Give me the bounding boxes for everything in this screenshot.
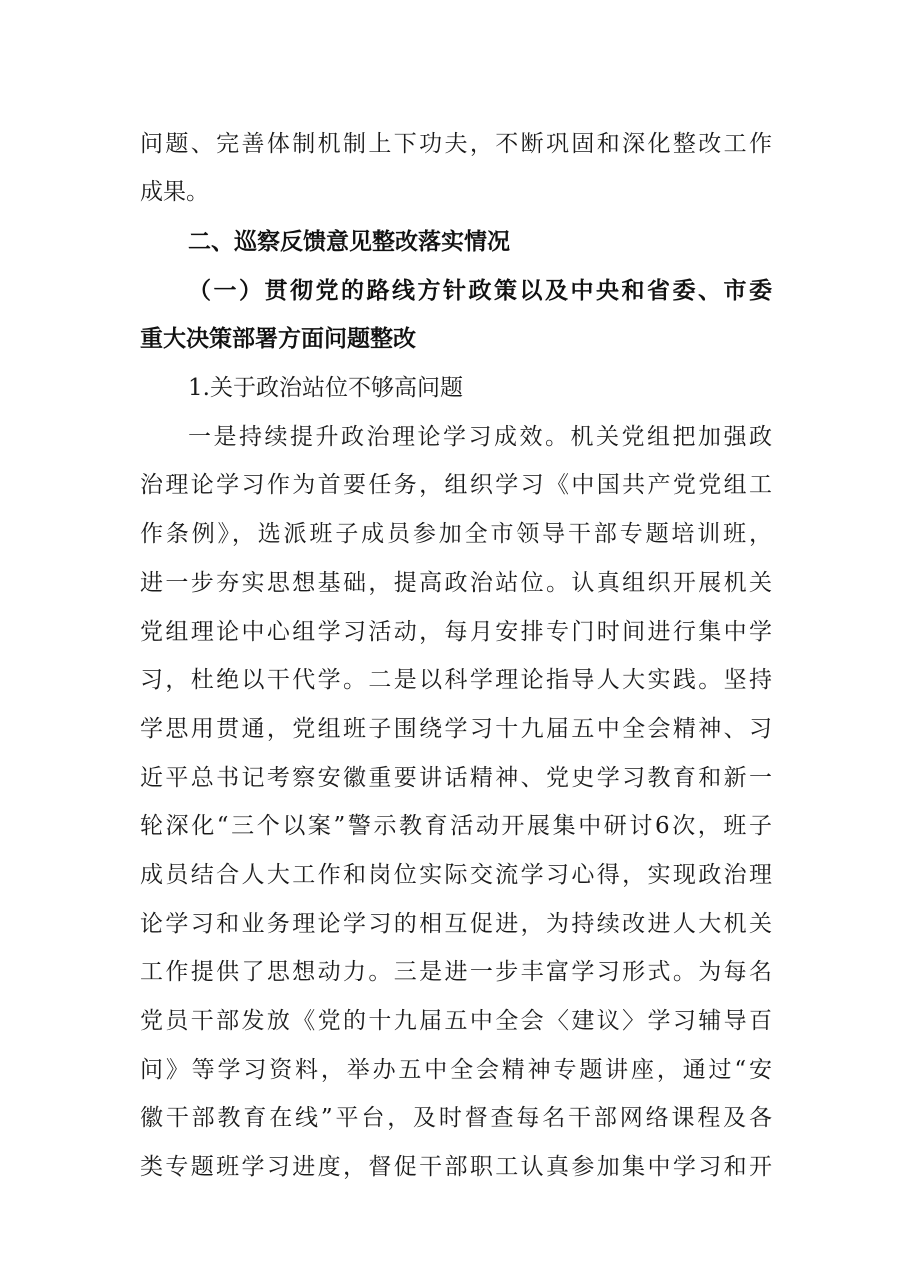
body-line: 作条例》，选派班子成员参加全市领导干部专题培训班， [140,521,772,547]
body-line: 论学习和业务理论学习的相互促进，为持续改进人大机关 [140,911,772,937]
body-line: 问》等学习资料，举办五中全会精神专题讲座，通过“安 [140,1057,772,1083]
body-line: 成员结合人大工作和岗位实际交流学习心得，实现政治理 [140,862,772,888]
paragraph-line: 成果。 [140,179,209,205]
subsection-heading-line: 重大决策部署方面问题整改 [140,325,416,352]
body-line: 一是持续提升政治理论学习成效。机关党组把加强政 [188,424,772,450]
body-line: 进一步夯实思想基础，提高政治站位。认真组织开展机关 [140,570,772,596]
body-line: 轮深化“三个以案”警示教育活动开展集中研讨6次，班子 [140,813,772,839]
subsection-heading-line: （一）贯彻党的路线方针政策以及中央和省委、市委 [188,277,772,304]
body-line: 徽干部教育在线”平台，及时督查每名干部网络课程及各 [140,1105,772,1131]
paragraph-line: 问题、完善体制机制上下功夫，不断巩固和深化整改工作 [140,131,772,157]
body-line: 学思用贯通，党组班子围绕学习十九届五中全会精神、习 [140,716,772,742]
body-line: 类专题班学习进度，督促干部职工认真参加集中学习和开 [140,1154,772,1180]
item-heading: 1.关于政治站位不够高问题 [188,375,463,401]
section-heading: 二、巡察反馈意见整改落实情况 [188,229,510,255]
body-line: 党员干部发放《党的十九届五中全会〈建议〉学习辅导百 [140,1008,772,1034]
body-line: 工作提供了思想动力。三是进一步丰富学习形式。为每名 [140,959,772,985]
body-line: 习，杜绝以干代学。二是以科学理论指导人大实践。坚持 [140,667,772,693]
body-line: 治理论学习作为首要任务，组织学习《中国共产党党组工 [140,472,772,498]
body-line: 党组理论中心组学习活动，每月安排专门时间进行集中学 [140,619,772,645]
body-line: 近平总书记考察安徽重要讲话精神、党史学习教育和新一 [140,765,772,791]
